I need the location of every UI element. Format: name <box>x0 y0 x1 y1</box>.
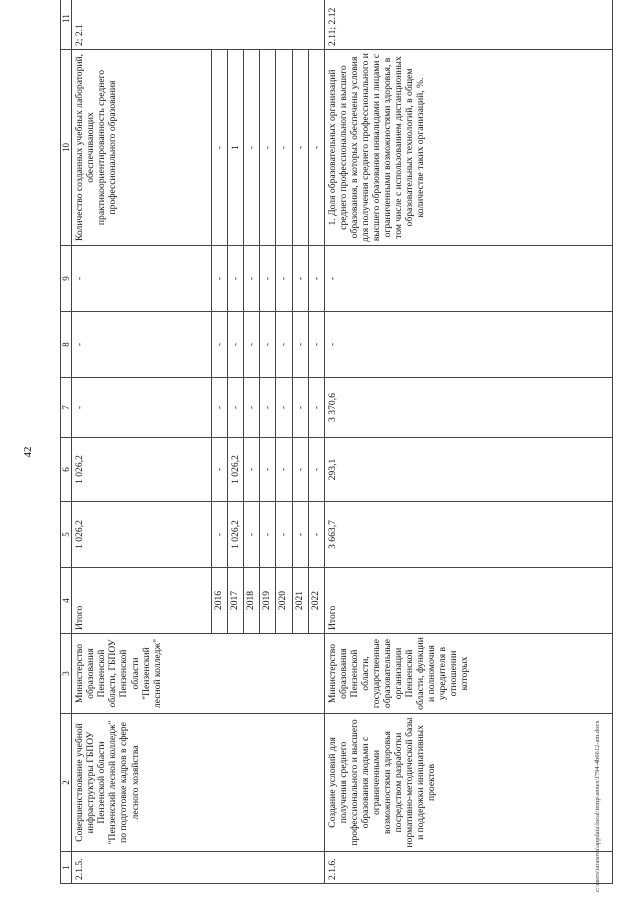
col-header: 4 <box>61 568 72 634</box>
year-label: 2018 <box>244 568 260 634</box>
year-label: 2021 <box>292 568 308 634</box>
cell-value: - <box>212 438 228 502</box>
cell-value: - <box>228 312 244 378</box>
cell-value: 1 026,2 <box>228 502 244 568</box>
cell-value: - <box>244 50 260 246</box>
cell-value: - <box>244 378 260 438</box>
col-header: 2 <box>61 714 72 852</box>
cell-value: - <box>292 246 308 312</box>
cell-value: 293,1 <box>324 438 612 502</box>
cell-value: - <box>212 378 228 438</box>
cell-value: - <box>72 312 212 378</box>
cell-value: - <box>292 50 308 246</box>
cell-value: - <box>244 502 260 568</box>
measure-name: Совершенствование учебной инфраструктуры ГБПОУ Пензенской области "Пензенский лесной колледж" по подготовке кадров в сфере лесного хозяйства <box>72 714 324 852</box>
year-label: 2019 <box>260 568 276 634</box>
cell-value: - <box>292 438 308 502</box>
total-label: Итого <box>72 568 212 634</box>
rotated-table-frame <box>60 7 613 884</box>
cell-value: - <box>228 378 244 438</box>
year-label: 2017 <box>228 568 244 634</box>
year-label: 2020 <box>276 568 292 634</box>
col-header: 10 <box>61 50 72 246</box>
cell-value: - <box>260 50 276 246</box>
cell-value: - <box>212 312 228 378</box>
cell-value: - <box>72 378 212 438</box>
cell-value: - <box>276 50 292 246</box>
col-header: 1 <box>61 852 72 884</box>
cell-value: - <box>260 378 276 438</box>
col-header: 8 <box>61 312 72 378</box>
file-path-footer: c:\users\tarasova\appdata\local\temp\annex\f794-4b6612-am.docx <box>594 720 601 892</box>
cell-value: - <box>308 312 324 378</box>
cell-value: - <box>212 50 228 246</box>
cell-value: - <box>72 246 212 312</box>
col-header: 9 <box>61 246 72 312</box>
cell-value: - <box>324 312 612 378</box>
col-header: 6 <box>61 438 72 502</box>
cell-value: - <box>260 438 276 502</box>
row-number: 2.1.6. <box>324 852 612 884</box>
measure-name: Создание условий для получения среднего профессионального и высшего образования людьми с ограниченными возможностями здоровья посредством разработки нормативно-методической базы и поддержки инициативных проектов <box>324 714 612 852</box>
cell-value: - <box>260 502 276 568</box>
col-header: 3 <box>61 634 72 714</box>
year-label: 2022 <box>308 568 324 634</box>
indicator-text: 1. Доля образовательных организаций среднего профессионального и высшего образования, в которых обеспечены условия для получения среднего профессионального и высшего образования инвалидами и лицами с ограниченными возможностями здоровья, в том числе с использованием дистанционных образовательных технологий, в общем количестве таких организаций, %. <box>324 50 612 246</box>
total-label: Итого <box>324 568 612 634</box>
table-container <box>60 7 613 884</box>
cell-value: - <box>308 378 324 438</box>
cell-value: - <box>276 502 292 568</box>
cell-value: - <box>260 246 276 312</box>
cell-value: 1 <box>228 50 244 246</box>
cell-value: - <box>260 312 276 378</box>
link-ref: 2; 2.1 <box>72 0 324 50</box>
cell-value: - <box>324 246 612 312</box>
cell-value: 3 370,6 <box>324 378 612 438</box>
cell-value: - <box>212 246 228 312</box>
header-row <box>61 0 72 884</box>
cell-value: - <box>308 502 324 568</box>
cell-value: - <box>308 246 324 312</box>
col-header: 7 <box>61 378 72 438</box>
executor: Министерство образования Пензенской области, государственные образовательные организации Пензенской области, функции и полномочия учредителя в отношении которых <box>324 634 612 714</box>
cell-value: 1 026,2 <box>228 438 244 502</box>
cell-value: - <box>244 438 260 502</box>
cell-value: - <box>228 246 244 312</box>
cell-value: - <box>276 246 292 312</box>
page-number: 42 <box>22 446 34 458</box>
indicator-text: Количество созданных учебных лабораторий, обеспечивающих практикоориентированность среднего профессионального образования <box>72 50 212 246</box>
cell-value: - <box>212 502 228 568</box>
cell-value: - <box>308 50 324 246</box>
cell-value: 1 026,2 <box>72 502 212 568</box>
col-header: 11 <box>61 0 72 50</box>
table-row <box>72 0 212 884</box>
cell-value: - <box>292 312 308 378</box>
cell-value: - <box>244 246 260 312</box>
year-label: 2016 <box>212 568 228 634</box>
table-row <box>324 0 612 884</box>
cell-value: - <box>276 312 292 378</box>
link-ref: 2.11; 2.12 <box>324 0 612 50</box>
cell-value: - <box>308 438 324 502</box>
cell-value: - <box>292 502 308 568</box>
cell-value: 3 663,7 <box>324 502 612 568</box>
cell-value: - <box>244 312 260 378</box>
program-measures-table <box>60 0 613 884</box>
row-number: 2.1.5. <box>72 852 324 884</box>
executor: Министерство образования Пензенской области, ГБПОУ Пензенской области "Пензенский лесной колледж" <box>72 634 324 714</box>
cell-value: 1 026,2 <box>72 438 212 502</box>
cell-value: - <box>292 378 308 438</box>
col-header: 5 <box>61 502 72 568</box>
cell-value: - <box>276 438 292 502</box>
cell-value: - <box>276 378 292 438</box>
